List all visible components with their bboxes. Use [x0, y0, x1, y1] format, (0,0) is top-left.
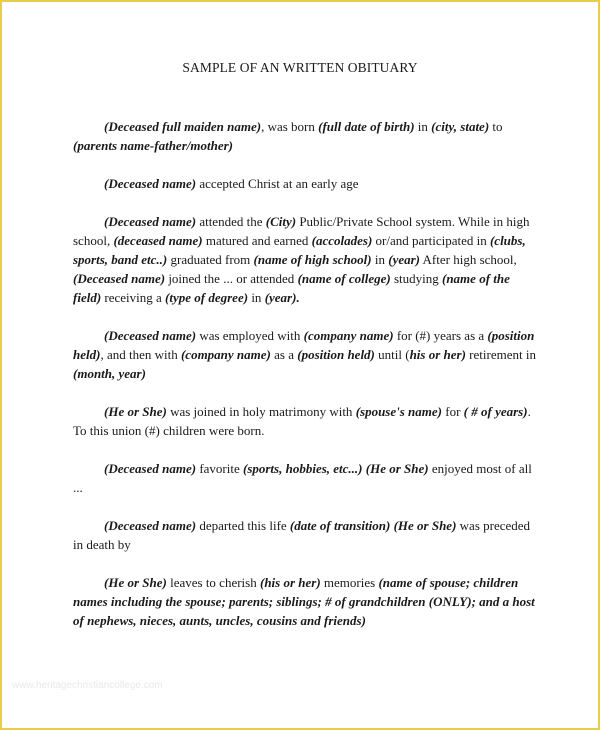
obituary-paragraph [73, 212, 538, 307]
paragraph-text: retirement in [465, 347, 536, 362]
placeholder-field: (deceased name) [113, 233, 203, 248]
document-body [73, 117, 538, 649]
paragraph-text: . To this union (#) children were born. [73, 404, 531, 438]
placeholder-field: (sports, hobbies, etc...) [242, 461, 363, 476]
obituary-paragraph [73, 402, 538, 440]
paragraph-text: accepted Christ at an early age [196, 176, 359, 191]
paragraph-text: memories [320, 575, 379, 590]
placeholder-field: (name of high school) [253, 252, 372, 267]
paragraph-text: was employed with [196, 328, 304, 343]
placeholder-field: (company name) [180, 347, 271, 362]
paragraph-text: in [414, 119, 432, 134]
paragraph-text: for [442, 404, 464, 419]
paragraph-text: Public/Private School system. While in high school, [73, 214, 530, 248]
paragraph-text: in [371, 252, 389, 267]
placeholder-field: ( # of years) [463, 404, 528, 419]
placeholder-field: (year) [388, 252, 421, 267]
paragraph-text: graduated from [167, 252, 254, 267]
placeholder-field: (clubs, sports, band etc..) [73, 233, 526, 267]
obituary-paragraph [73, 459, 538, 497]
paragraph-text: to [489, 119, 503, 134]
paragraph-text: as a [270, 347, 298, 362]
placeholder-field: (He or She) [365, 461, 429, 476]
placeholder-field: (parents name-father/mother) [73, 138, 233, 153]
obituary-paragraph [73, 117, 538, 155]
paragraph-text: leaves to cherish [166, 575, 260, 590]
paragraph-text: studying [390, 271, 442, 286]
placeholder-field: (name of college) [297, 271, 391, 286]
placeholder-field: (Deceased name) [104, 518, 197, 533]
placeholder-field: (Deceased name) [104, 461, 197, 476]
paragraph-text: or/and participated in [372, 233, 490, 248]
obituary-paragraph [73, 326, 538, 383]
paragraph-text: enjoyed most of all ... [73, 461, 532, 495]
document-title: SAMPLE OF AN WRITTEN OBITUARY [182, 60, 418, 75]
paragraph-text: was preceded in death by [73, 518, 531, 552]
placeholder-field: (name of the field) [73, 271, 510, 305]
placeholder-field: (spouse's name) [355, 404, 442, 419]
placeholder-field: (type of degree) [165, 290, 249, 305]
placeholder-field: his or her) [409, 347, 466, 362]
paragraph-text: until ( [374, 347, 410, 362]
placeholder-field: (He or She) [393, 518, 457, 533]
paragraph-text: matured and earned [202, 233, 312, 248]
placeholder-field: (He or She) [104, 575, 167, 590]
placeholder-field: (Deceased name) [73, 271, 166, 286]
placeholder-field: (month, year) [73, 366, 146, 381]
placeholder-field: (Deceased name) [104, 214, 197, 229]
placeholder-field: (Deceased name) [104, 328, 197, 343]
obituary-paragraph [73, 174, 538, 193]
paragraph-text: joined the ... or attended [165, 271, 298, 286]
placeholder-field: (name of spouse; children names including the spouse; parents; siblings; # of grandchildren (ONLY); and a host of nephews, nieces, aunts, uncles, cousins and friends) [73, 575, 535, 628]
paragraph-text: After high school, [420, 252, 517, 267]
placeholder-field: (City) [265, 214, 297, 229]
placeholder-field: (his or her) [259, 575, 321, 590]
placeholder-field: (company name) [303, 328, 394, 343]
placeholder-field: (year). [264, 290, 300, 305]
paragraph-text: was joined in holy matrimony with [166, 404, 356, 419]
obituary-paragraph [73, 516, 538, 554]
paragraph-text: favorite [196, 461, 243, 476]
placeholder-field: (position held) [297, 347, 375, 362]
paragraph-text: receiving a [101, 290, 166, 305]
paragraph-text: attended the [196, 214, 266, 229]
placeholder-field: (Deceased name) [104, 176, 197, 191]
paragraph-text: departed this life [196, 518, 290, 533]
obituary-paragraph [73, 573, 538, 630]
placeholder-field: (He or She) [104, 404, 167, 419]
paragraph-text: , was born [261, 119, 319, 134]
placeholder-field: (date of transition) [289, 518, 391, 533]
placeholder-field: (Deceased full maiden name) [104, 119, 262, 134]
placeholder-field: (position held) [73, 328, 535, 362]
paragraph-text: for (#) years as a [393, 328, 488, 343]
watermark-text: www.heritagechristiancollege.com [12, 680, 163, 691]
placeholder-field: (full date of birth) [318, 119, 415, 134]
paragraph-text: in [248, 290, 265, 305]
paragraph-text: , and then with [100, 347, 181, 362]
placeholder-field: (accolades) [311, 233, 373, 248]
placeholder-field: (city, state) [431, 119, 490, 134]
